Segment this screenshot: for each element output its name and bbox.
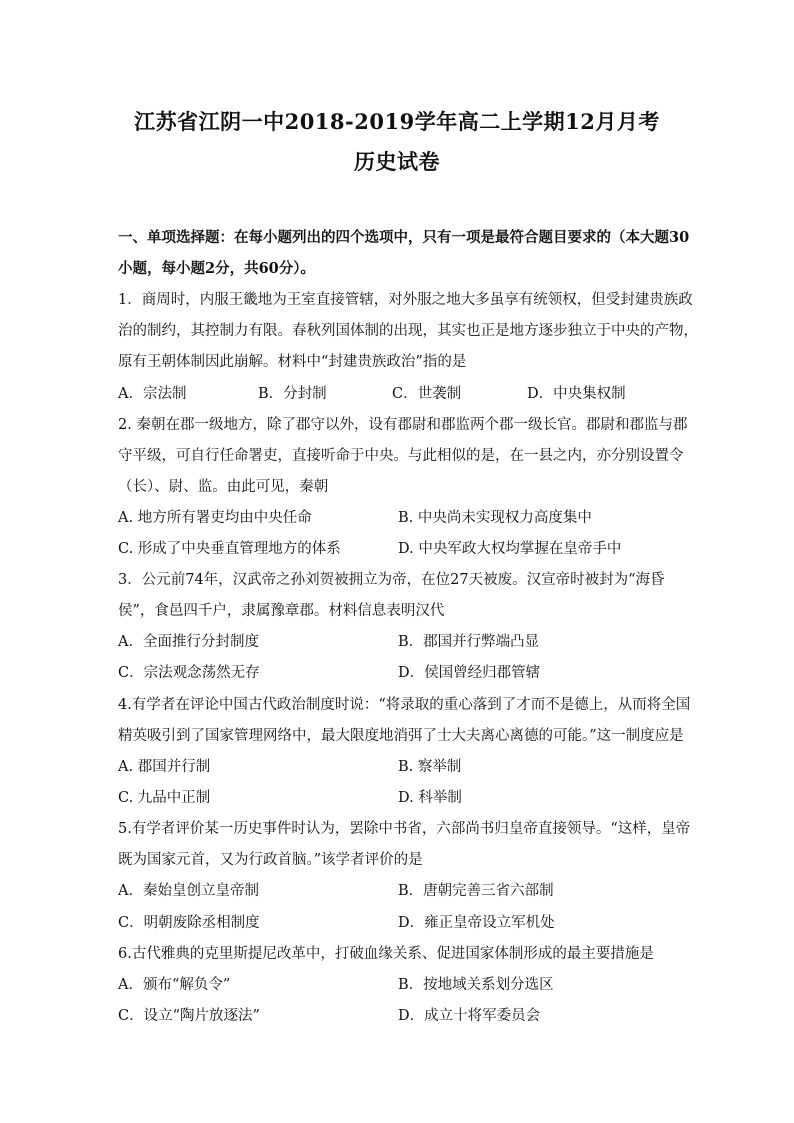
question-2-option-b: B. 中央尚未实现权力高度集中 [398,510,592,526]
question-6-option-d: D．成立十将军委员会 [398,1008,541,1024]
question-2-line-3: （长）、尉、监。由此可见，秦朝 [118,479,329,495]
question-2-line-1: 2. 秦朝在郡一级地方，除了郡守以外，设有郡尉和郡监两个郡一级长官。郡尉和郡监与郡 [118,417,688,433]
question-4-line-2: 精英吸引到了国家管理网络中，最大限度地消弭了士大夫离心离德的可能。”这一制度应是 [118,728,684,744]
question-2-option-d: D. 中央军政大权均掌握在皇帝手中 [398,541,622,557]
question-5-option-a: A．秦始皇创立皇帝制 [118,883,259,899]
exam-subtitle: 历史试卷 [354,149,440,174]
question-2-option-c: C. 形成了中央垂直管理地方的体系 [118,541,341,557]
question-1-option-d: D．中央集权制 [527,386,626,402]
question-5-option-b: B．唐朝完善三省六部制 [398,883,554,899]
question-1-option-b: B．分封制 [258,386,327,402]
question-1-line-2: 治的制约，其控制力有限。春秋列国体制的出现，其实也正是地方逐步独立于中央的产物， [118,323,698,339]
question-3-option-a: A．全面推行分封制度 [118,634,259,650]
question-1-option-a: A．宗法制 [118,386,187,402]
question-2-option-a: A. 地方所有署吏均由中央任命 [118,510,312,526]
section-heading-line-1: 一、单项选择题：在每小题列出的四个选项中，只有一项是最符合题目要求的（本大题30 [118,229,690,246]
question-3-option-d: D．侯国曾经归郡管辖 [398,665,541,681]
question-5-option-d: D．雍正皇帝设立军机处 [398,915,555,931]
question-2-line-2: 守平级，可自行任命署吏，直接听命于中央。与此相似的是，在一县之内，亦分别设置令 [118,448,684,464]
question-4-option-d: D. 科举制 [398,790,462,806]
question-5-line-2: 既为国家元首，又为行政首脑。”该学者评价的是 [118,852,423,868]
question-3-line-1: 3．公元前74年，汉武帝之孙刘贺被拥立为帝，在位27天被废。汉宣帝时被封为“海昏 [118,572,665,588]
question-4-option-a: A. 郡国并行制 [118,759,211,775]
question-4-option-b: B. 察举制 [398,759,462,775]
section-heading-line-2: 小题，每小题2分，共60分）。 [118,260,316,277]
question-4-option-c: C. 九品中正制 [118,790,211,806]
question-1-line-1: 1．商周时，内服王畿地为王室直接管辖，对外服之地大多虽享有统领权，但受封建贵族政 [118,292,693,308]
question-6-option-c: C．设立“陶片放逐法” [118,1008,260,1024]
question-4-line-1: 4.有学者在评论中国古代政治制度时说：“将录取的重心落到了才而不是德上，从而将全国 [118,697,691,713]
question-3-option-c: C．宗法观念荡然无存 [118,665,260,681]
question-1-line-3: 原有王朝体制因此崩解。材料中“封建贵族政治”指的是 [118,354,467,370]
question-5-option-c: C．明朝废除丞相制度 [118,915,260,931]
question-3-line-2: 侯”，食邑四千户，隶属豫章郡。材料信息表明汉代 [118,603,445,619]
exam-title: 江苏省江阴一中2018-2019学年高二上学期12月月考 [134,109,660,134]
question-6-line-1: 6.古代雅典的克里斯提尼改革中，打破血缘关系、促进国家体制形成的最主要措施是 [118,946,654,962]
question-6-option-a: A．颁布“解负令” [118,977,231,993]
question-1-option-c: C．世袭制 [392,386,462,402]
question-3-option-b: B．郡国并行弊端凸显 [398,634,540,650]
question-6-option-b: B．按地域关系划分选区 [398,977,554,993]
question-5-line-1: 5.有学者评价某一历史事件时认为，罢除中书省，六部尚书归皇帝直接领导。“这样，皇帝 [118,821,691,837]
